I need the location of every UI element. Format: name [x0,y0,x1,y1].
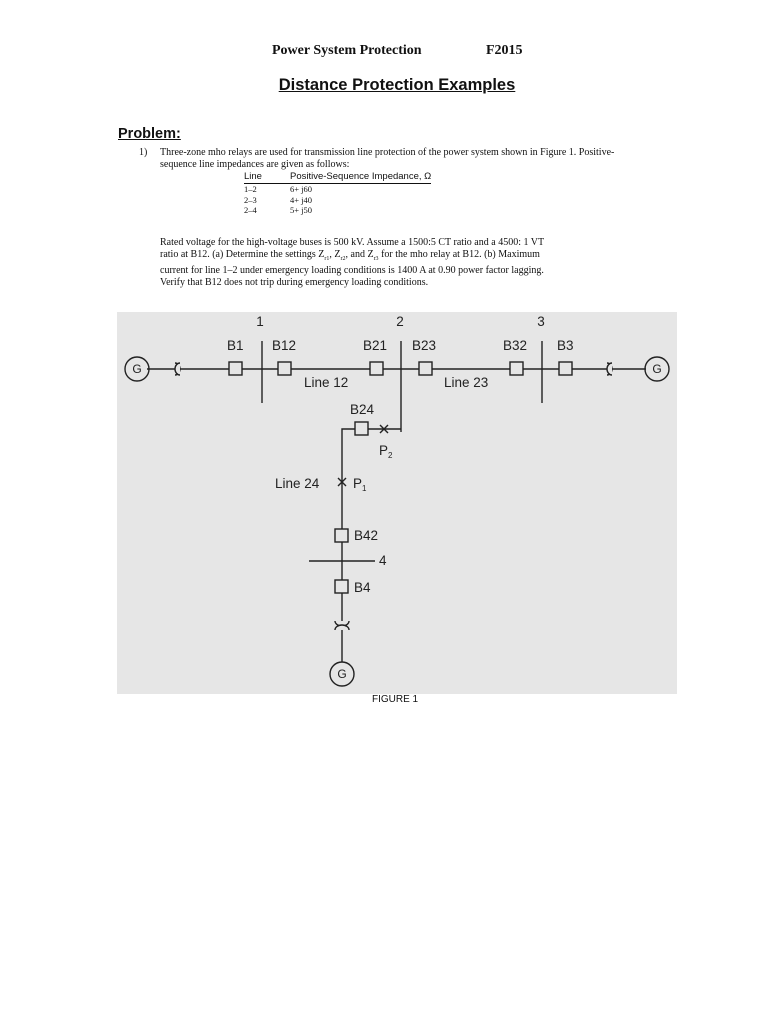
generator-label: G [132,362,142,376]
table-cell-impedance: 6+ j60 [290,184,313,195]
subscript-r1: r1 [324,255,330,262]
breaker-b23-icon [419,362,432,375]
table-cell-line: 1–2 [244,184,257,195]
column-header-line: Line [244,171,290,184]
table-row [244,184,431,195]
breaker-b24-label: B24 [350,402,375,417]
bus-1-label: 1 [256,314,264,329]
generator-label: G [652,362,662,376]
line-24-label: Line 24 [275,476,320,491]
problem-paragraph [160,237,550,288]
figure-caption: FIGURE 1 [372,694,419,705]
table-row [244,205,431,216]
transformer-bottom-icon [335,621,349,630]
breaker-b21-label: B21 [363,338,388,353]
table-cell-line: 2–4 [244,205,257,216]
line-12-label: Line 12 [304,375,349,390]
question-number: 1) [139,147,148,158]
point-p1-label: $P_1$ [353,476,367,493]
line-24-conductor [342,429,401,674]
transformer-left-icon [175,363,180,375]
transformer-right-icon [607,363,612,375]
bus-3-label: 3 [537,314,545,329]
one-line-diagram [117,312,677,694]
course-title: Power System Protection [272,43,422,58]
table-cell-line: 2–3 [244,194,257,205]
breaker-b12-label: B12 [272,338,297,353]
breaker-b4-icon [335,580,348,593]
breaker-b32-label: B32 [503,338,528,353]
breaker-b3-icon [559,362,572,375]
section-heading: Problem: [118,126,181,142]
paragraph-text: , and Z [345,248,374,260]
breaker-b21-icon [370,362,383,375]
document-title: Distance Protection Examples [278,76,516,94]
breaker-b3-label: B3 [557,338,574,353]
table-cell-impedance: 5+ j50 [290,205,313,216]
impedance-table [244,171,431,216]
subscript-r3: r3 [373,255,379,262]
breaker-b4-label: B4 [354,580,371,595]
table-cell-impedance: 4+ j40 [290,194,313,205]
diagram-svg [117,312,677,694]
breaker-b32-icon [510,362,523,375]
line-23-label: Line 23 [444,375,489,390]
breaker-b24-icon [355,422,368,435]
paragraph-text: , Z [329,248,341,260]
breaker-b1-icon [229,362,242,375]
column-header-impedance: Positive-Sequence Impedance, Ω [290,171,432,182]
table-row [244,195,431,206]
paragraph-text: for the mho relay at B12. (b) Maximum current for line 1–2 under emergency loading conditions is 1400 A at 0.90 power factor lagging. Verify that B12 does not trip during emergency loading conditions. [160,248,544,288]
generator-label: G [337,667,347,681]
term-label: F2015 [486,43,523,58]
paragraph-text: Rated voltage for the high-voltage buses is 500 kV. Assume a 1500:5 CT ratio and a 4500: 1 VT ratio at B12. (a) Determine the settings Z [160,237,544,260]
breaker-b42-label: B42 [354,528,379,543]
breaker-b12-icon [278,362,291,375]
subscript-r2: r2 [340,255,346,262]
breaker-b1-label: B1 [227,338,244,353]
table-header-row [244,171,431,184]
breaker-b42-icon [335,529,348,542]
bus-4-label: 4 [379,553,387,568]
breaker-b23-label: B23 [412,338,437,353]
question-text: Three-zone mho relays are used for transmission line protection of the power system shown in Figure 1. Positive-sequence line impedances are given as follows: [160,147,615,170]
point-p2-label: $P_2$ [379,443,393,460]
bus-2-label: 2 [396,314,404,329]
